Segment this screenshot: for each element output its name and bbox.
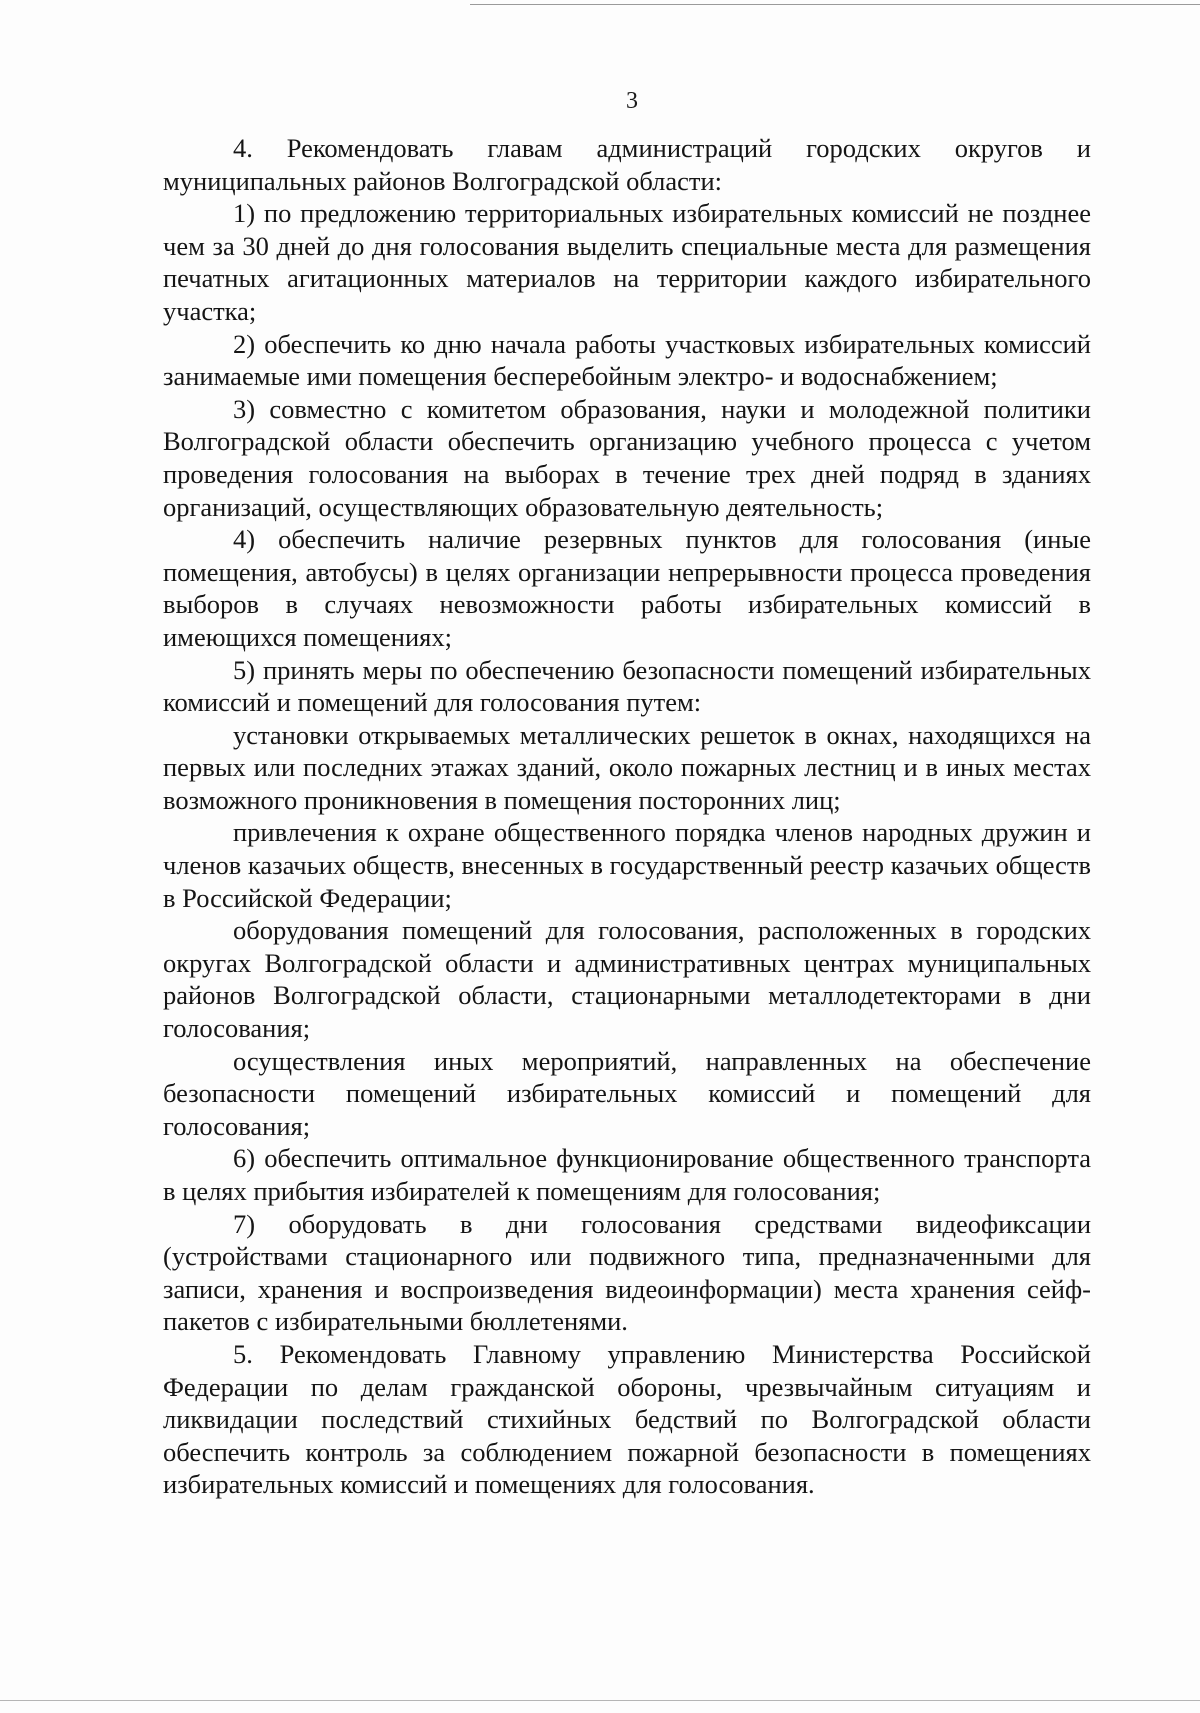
subparagraph-7: 7) оборудовать в дни голосования средствами видеофиксации (устройствами стационарного или подвижного типа, предназначенными для записи, хранения и воспроизведения видеоинформации) места хранения сейф-пакетов с избирательными бюллетенями.: [163, 1208, 1091, 1337]
subparagraph-6: 6) обеспечить оптимальное функционирование общественного транспорта в целях прибытия избирателей к помещениям для голосования;: [163, 1143, 1091, 1206]
paragraph-item-4: 4. Рекомендовать главам администраций городских округов и муниципальных районов Волгоградской области:: [163, 133, 1091, 196]
measure-metal-detectors: оборудования помещений для голосования, расположенных в городских округах Волгоградской области и административных центрах муниципальных районов Волгоградской области, стационарными металлодетекторами в дни голосования;: [163, 915, 1091, 1044]
subparagraph-1: 1) по предложению территориальных избирательных комиссий не позднее чем за 30 дней до дня голосования выделить специальные места для размещения печатных агитационных материалов на территории каждого избирательного участка;: [163, 198, 1091, 326]
measure-public-order: привлечения к охране общественного порядка членов народных дружин и членов казачьих обществ, внесенных в государственный реестр казачьих обществ в Российской Федерации;: [163, 817, 1091, 913]
subparagraph-5: 5) принять меры по обеспечению безопасности помещений избирательных комиссий и помещений для голосования путем:: [163, 654, 1091, 718]
document-body: [163, 132, 1091, 1501]
paragraph-item-5: 5. Рекомендовать Главному управлению Министерства Российской Федерации по делам гражданской обороны, чрезвычайным ситуациям и ликвидации последствий стихийных бедствий по Волгоградской области обеспечить контроль за соблюдением пожарной безопасности в помещениях избирательных комиссий и помещениях для голосования.: [163, 1338, 1091, 1500]
scan-edge-line-bottom: [0, 1700, 1200, 1701]
subparagraph-3: 3) совместно с комитетом образования, науки и молодежной политики Волгоградской области обеспечить организацию учебного процесса с учетом проведения голосования на выборах в течение трех дней подряд в зданиях организаций, осуществляющих образовательную деятельность;: [163, 393, 1091, 522]
measure-window-grates: установки открываемых металлических решеток в окнах, находящихся на первых или последних этажах зданий, около пожарных лестниц и в иных местах возможного проникновения в помещения посторонних лиц;: [163, 719, 1091, 815]
subparagraph-4: 4) обеспечить наличие резервных пунктов для голосования (иные помещения, автобусы) в целях организации непрерывности процесса проведения выборов в случаях невозможности работы избирательных комиссий в имеющихся помещениях;: [163, 524, 1091, 652]
measure-other: осуществления иных мероприятий, направленных на обеспечение безопасности помещений избирательных комиссий и помещений для голосования;: [163, 1045, 1091, 1141]
scan-edge-line-top: [470, 4, 1200, 5]
page-number: 3: [626, 88, 638, 114]
subparagraph-2: 2) обеспечить ко дню начала работы участковых избирательных комиссий занимаемые ими помещения бесперебойным электро- и водоснабжением;: [163, 328, 1091, 392]
